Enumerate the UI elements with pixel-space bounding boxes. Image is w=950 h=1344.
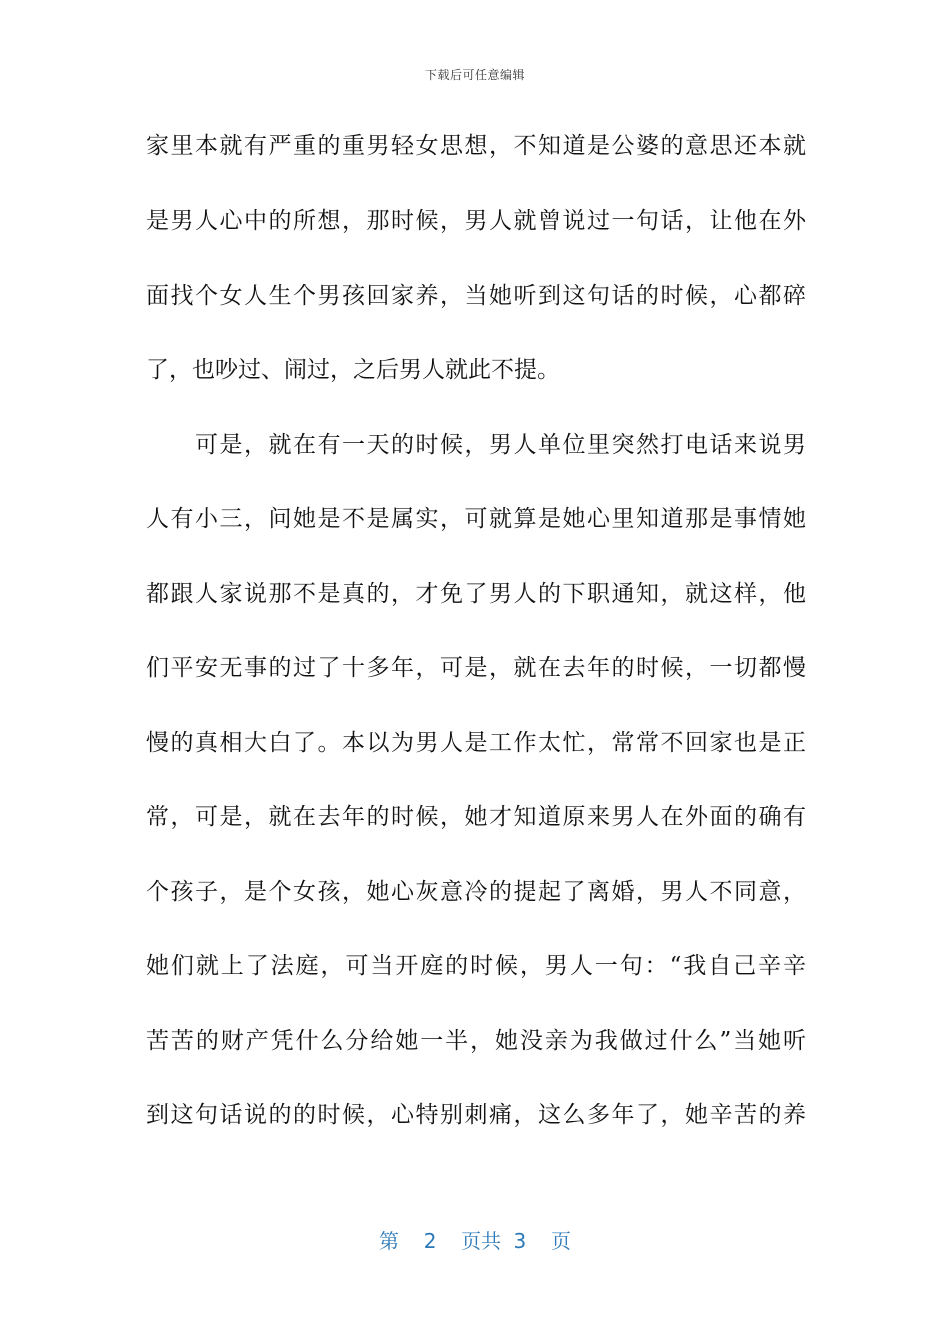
body-line: 可是，就在有一天的时候，男人单位里突然打电话来说男	[146, 432, 806, 458]
body-line: 到这句话说的的时候，心特别刺痛，这么多年了，她辛苦的养	[146, 1102, 806, 1128]
body-line: 常，可是，就在去年的时候，她才知道原来男人在外面的确有	[146, 804, 806, 830]
page-number-footer: 第 2 页共 3 页	[379, 1229, 571, 1253]
body-line: 人有小三，问她是不是属实，可就算是她心里知道那是事情她	[146, 506, 806, 532]
body-line: 家里本就有严重的重男轻女思想，不知道是公婆的意思还本就	[146, 133, 806, 159]
body-line: 都跟人家说那不是真的，才免了男人的下职通知，就这样，他	[146, 581, 806, 607]
page-header-note: 下载后可任意编辑	[424, 68, 525, 82]
body-line: 了，也吵过、闹过，之后男人就此不提。	[146, 357, 560, 383]
body-line: 她们就上了法庭，可当开庭的时候，男人一句：“我自己辛辛	[146, 953, 806, 979]
body-line: 们平安无事的过了十多年，可是，就在去年的时候，一切都慢	[146, 655, 806, 681]
body-line: 苦苦的财产凭什么分给她一半，她没亲为我做过什么”当她听	[146, 1028, 806, 1054]
body-line: 慢的真相大白了。本以为男人是工作太忙，常常不回家也是正	[146, 730, 806, 756]
body-line: 面找个女人生个男孩回家养，当她听到这句话的时候，心都碎	[146, 283, 806, 309]
body-line: 是男人心中的所想，那时候，男人就曾说过一句话，让他在外	[146, 208, 806, 234]
body-line: 个孩子，是个女孩，她心灰意冷的提起了离婚，男人不同意，	[146, 879, 806, 905]
